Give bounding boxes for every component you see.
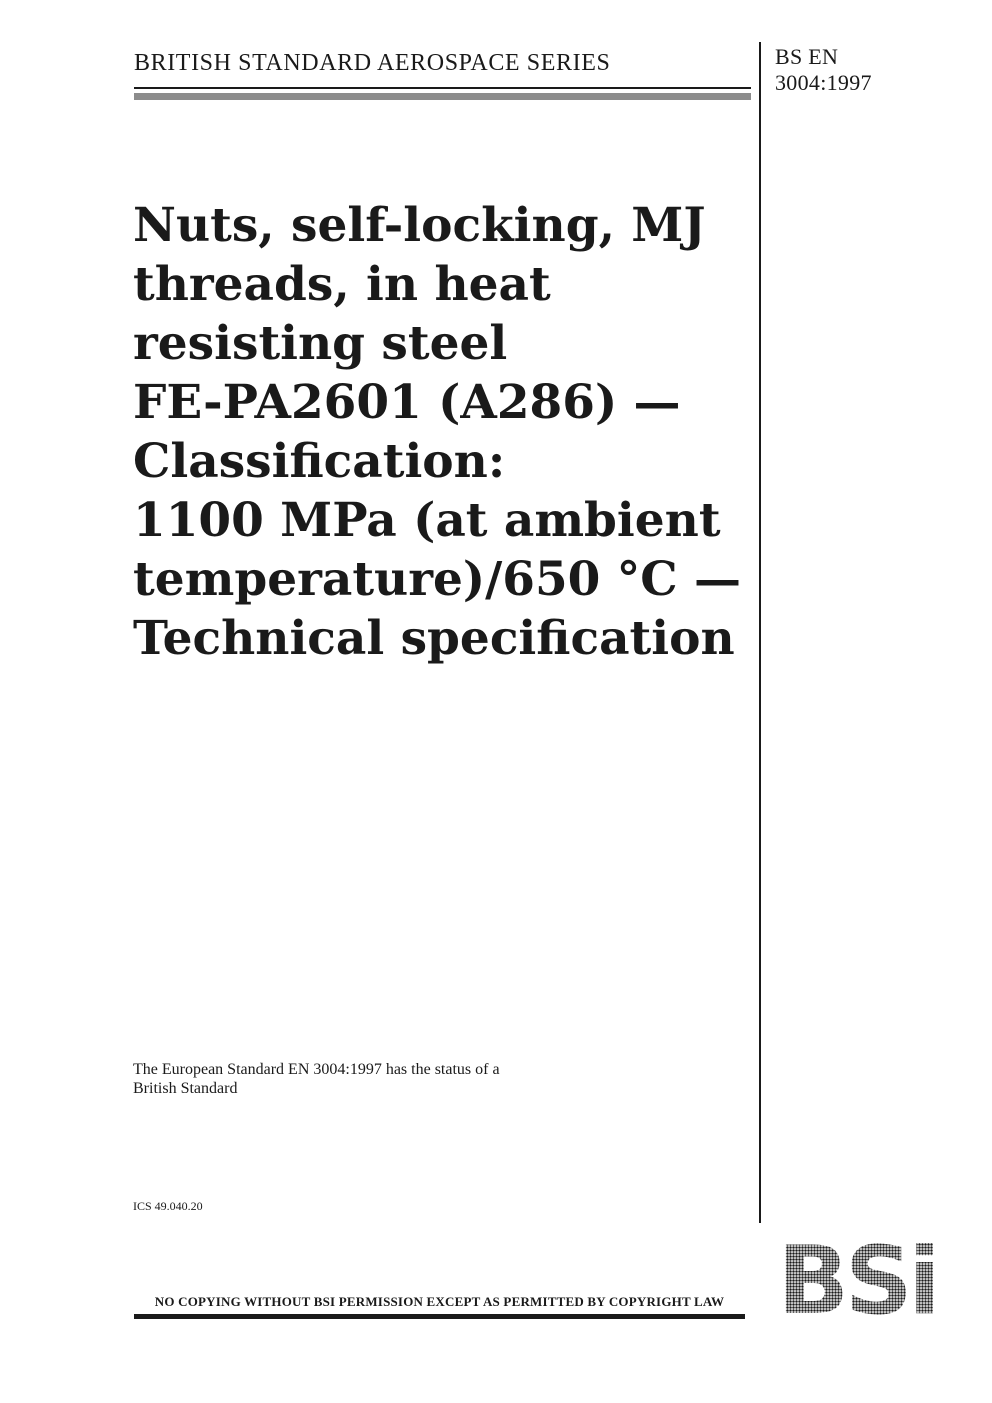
standard-code-line1: BS EN xyxy=(775,44,839,69)
document-title xyxy=(133,196,753,668)
bsi-logo-icon xyxy=(768,1243,946,1317)
footer-rule xyxy=(134,1314,745,1319)
status-statement xyxy=(133,1060,613,1098)
status-line1: The European Standard EN 3004:1997 has the status of a xyxy=(133,1061,500,1078)
title-line: resisting steel xyxy=(133,316,508,371)
series-title: BRITISH STANDARD AEROSPACE SERIES xyxy=(134,50,611,76)
title-line: Classification: xyxy=(133,434,506,489)
standard-code-line2: 3004:1997 xyxy=(775,70,872,95)
vertical-divider xyxy=(759,42,761,1223)
title-line: FE-PA2601 (A286) — xyxy=(133,375,681,430)
ics-code: ICS 49.040.20 xyxy=(133,1199,203,1213)
title-line: Technical specification xyxy=(133,611,735,666)
title-line: 1100 MPa (at ambient xyxy=(133,493,721,548)
title-line: temperature)/650 °C — xyxy=(133,552,742,607)
title-line: threads, in heat xyxy=(133,257,551,312)
header-rule xyxy=(134,87,751,89)
copyright-notice: NO COPYING WITHOUT BSI PERMISSION EXCEPT AS PERMITTED BY COPYRIGHT LAW xyxy=(154,1294,725,1309)
title-line: Nuts, self-locking, MJ xyxy=(133,198,706,253)
header-grey-rule xyxy=(134,93,751,100)
standard-code xyxy=(775,44,975,96)
status-line2: British Standard xyxy=(133,1080,238,1097)
